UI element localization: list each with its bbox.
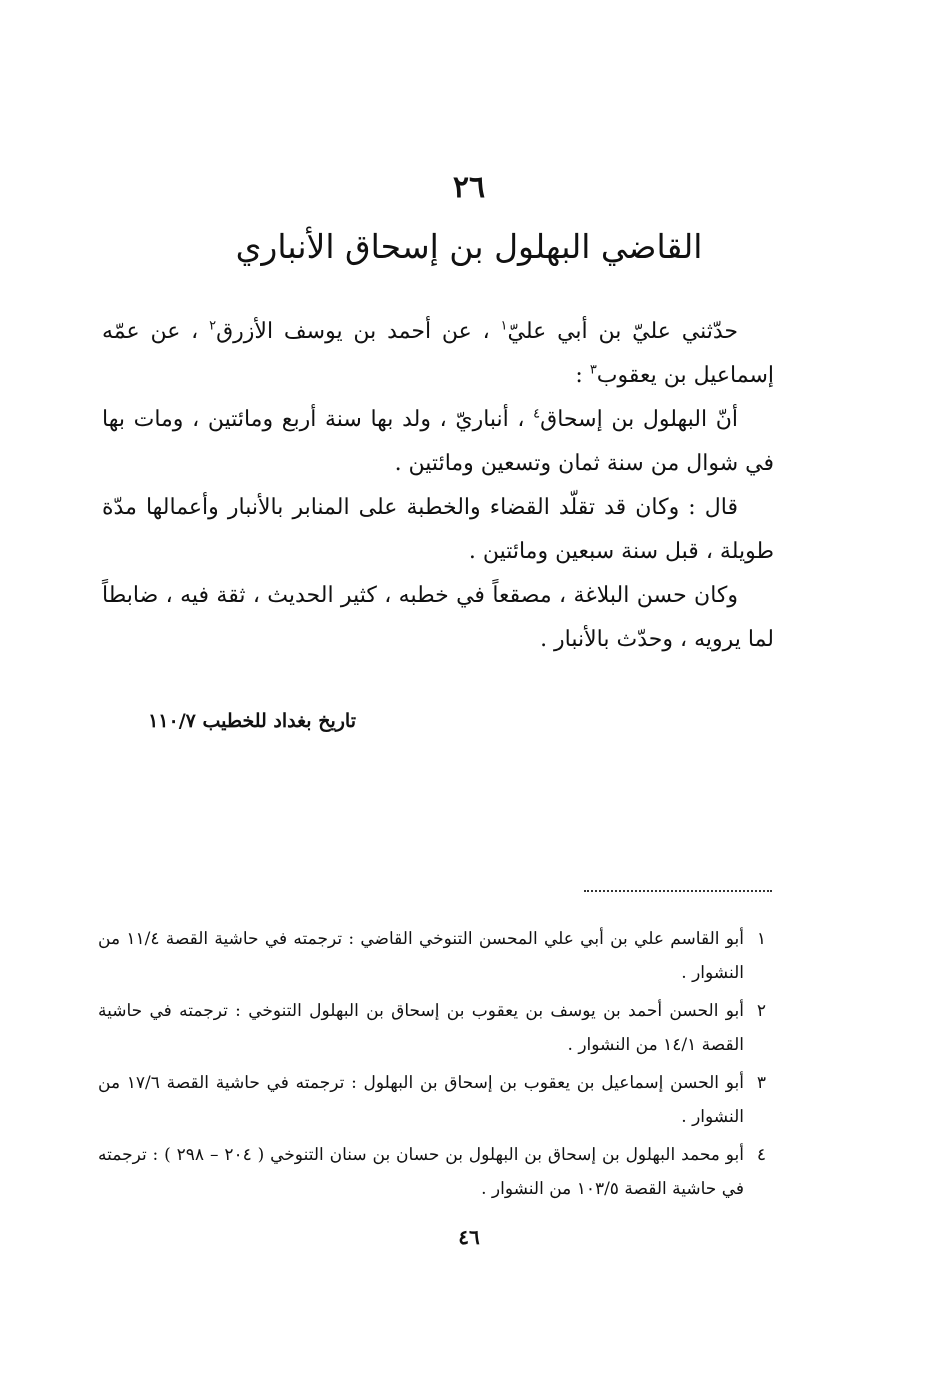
- isnad-text-2: ، عن أحمد بن يوسف الأزرق: [216, 319, 501, 344]
- footnote-number: ٢: [756, 1001, 766, 1021]
- qualities-paragraph: وكان حسن البلاغة ، مصقعاً في خطبه ، كثير الحديث ، ثقة فيه ، ضابطاً لما يرويه ، وحدّث بالأنبار .: [102, 583, 774, 652]
- story-title: القاضي البهلول بن إسحاق الأنباري: [235, 227, 703, 266]
- footnote-text: أبو محمد البهلول بن إسحاق بن البهلول بن حسان بن سنان التنوخي ( ٢٠٤ – ٢٩٨ ) : ترجمته في حاشية القصة ١٠٣/٥ من النشوار .: [98, 1145, 745, 1199]
- footnote-text: أبو الحسن أحمد بن يوسف بن يعقوب بن إسحاق بن البهلول التنوخي : ترجمته في حاشية القصة ١٤/١ من النشوار .: [98, 1001, 744, 1055]
- isnad-text-4: :: [575, 363, 590, 388]
- footnotes-list: [98, 922, 766, 1210]
- isnad-text-1: حدّثني عليّ بن أبي عليّ: [507, 319, 738, 344]
- footnote-item: [98, 1066, 766, 1134]
- isnad-text-3: ، عن عمّه إسماعيل بن يعقوب: [102, 319, 774, 388]
- footnote-number: ١: [756, 929, 766, 949]
- footnote-divider: [584, 890, 772, 892]
- footnote-ref-4: ٤: [533, 406, 541, 422]
- judgeship-paragraph: قال : وكان قد تقلّد القضاء والخطبة على المنابر بالأنبار وأعمالها مدّة طويلة ، قبل سنة سبعين ومائتين .: [102, 495, 774, 564]
- footnote-text: أبو الحسن إسماعيل بن يعقوب بن إسحاق بن البهلول : ترجمته في حاشية القصة ١٧/٦ من النشوار .: [98, 1073, 744, 1127]
- footnote-ref-1: ١: [500, 318, 508, 334]
- footnote-ref-2: ٢: [209, 318, 217, 334]
- footnote-item: [98, 1138, 766, 1206]
- footnote-item: [98, 994, 766, 1062]
- biography-text-2: ، أنباريّ ، ولد بها سنة أربع ومائتين ، ومات بها في شوال من سنة ثمان وتسعين ومائتين .: [102, 407, 774, 476]
- footnote-number: ٤: [756, 1145, 766, 1165]
- footnote-item: [98, 922, 766, 990]
- story-body: [102, 310, 774, 662]
- footnote-number: ٣: [756, 1073, 766, 1093]
- biography-paragraph: [102, 398, 774, 486]
- footnote-text: أبو القاسم علي بن أبي علي المحسن التنوخي القاضي : ترجمته في حاشية القصة ١١/٤ من النشوار .: [98, 929, 744, 983]
- biography-text-1: أنّ البهلول بن إسحاق: [540, 407, 738, 432]
- footnote-ref-3: ٣: [589, 362, 597, 378]
- source-citation: تاريخ بغداد للخطيب ١١٠/٧: [148, 710, 356, 732]
- page-number: ٤٦: [458, 1225, 480, 1249]
- story-number: ٢٦: [452, 170, 486, 205]
- isnad-paragraph: [102, 310, 774, 398]
